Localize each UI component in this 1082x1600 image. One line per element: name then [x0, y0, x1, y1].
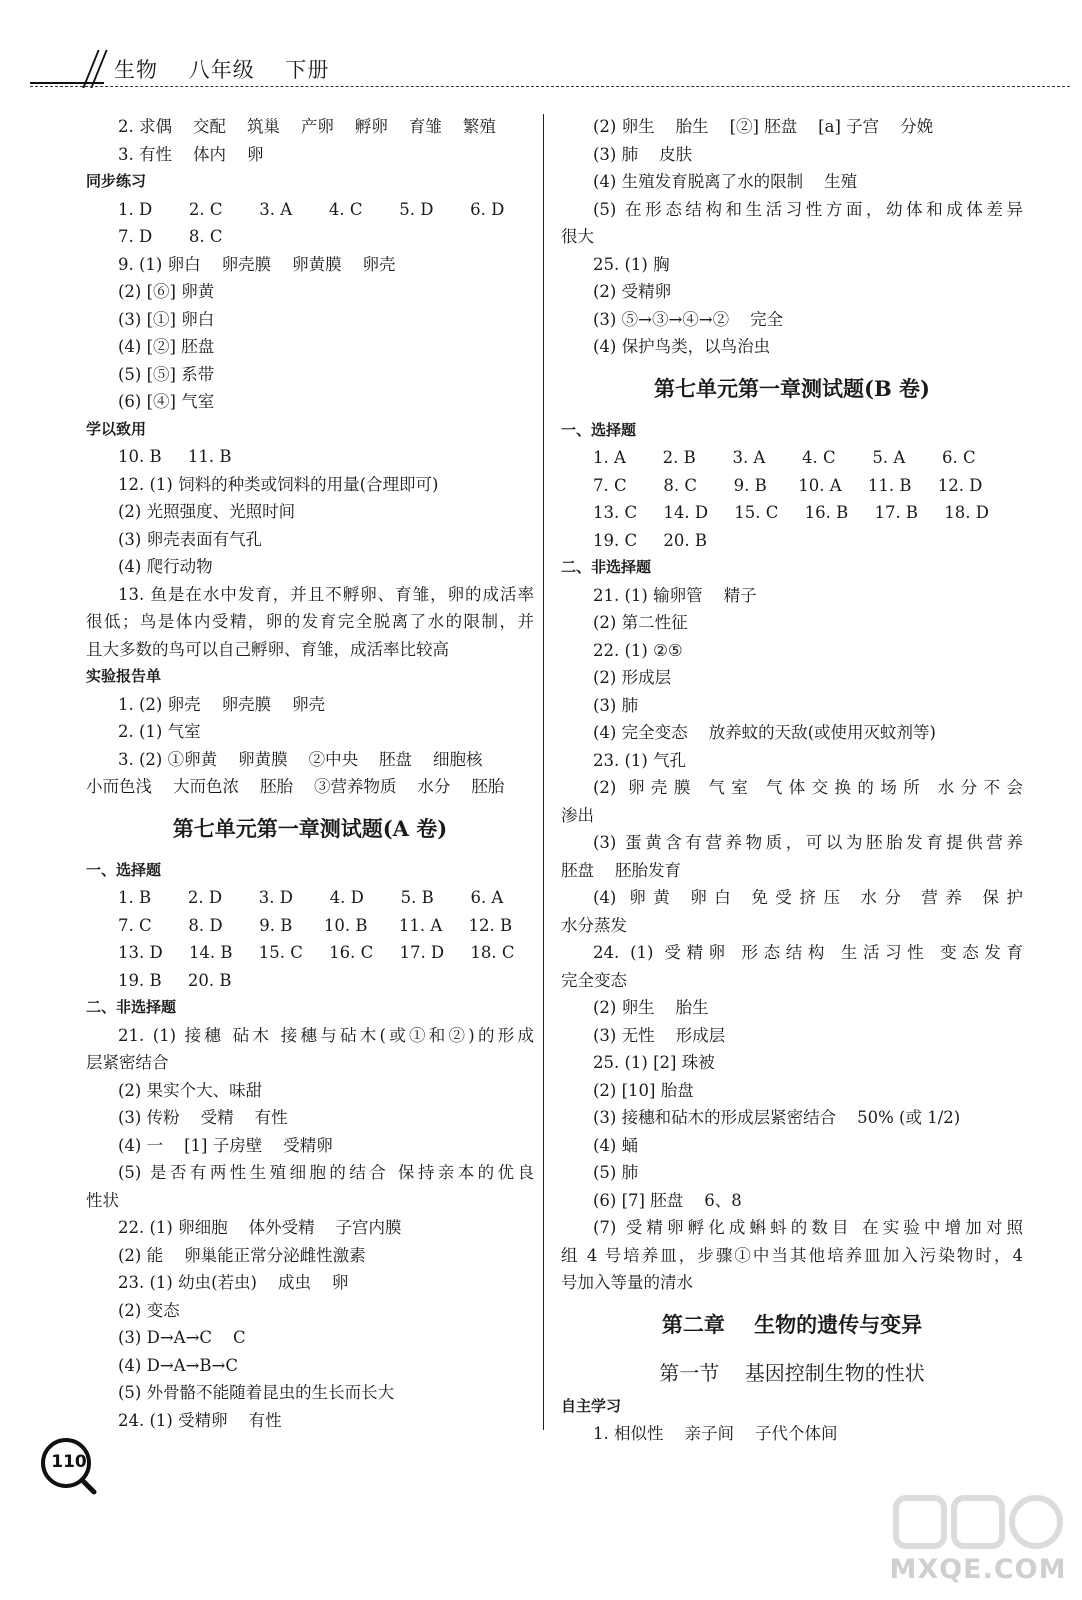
answer-line: 2. (1) 气室: [118, 722, 201, 741]
answer-line: (4) 爬行动物: [118, 557, 213, 576]
watermark: [888, 1488, 1068, 1594]
section-label: 实验报告单: [86, 667, 162, 685]
section-label: 学以致用: [86, 419, 147, 438]
header-title: 生物 八年级 下册: [114, 58, 330, 82]
answer-line: (2) 能 卵巢能正常分泌雌性激素: [118, 1245, 366, 1265]
answer-line: (2) 卵生 胎生: [593, 998, 709, 1017]
answer-line: 22. (1) ②⑤: [593, 640, 683, 660]
answer-line: 7. D 8. C: [118, 227, 223, 246]
answer-line: 7. C 8. D 9. B 10. B 11. A 12. B: [118, 915, 513, 935]
answer-line: (3) 传粉 受精 有性: [118, 1108, 288, 1127]
header-rule: [30, 86, 1070, 87]
answer-line: 1. D 2. C 3. A 4. C 5. D 6. D: [118, 199, 505, 219]
answer-line: (2) [10] 胎盘: [593, 1080, 694, 1100]
answer-line: (3) ⑤→③→④→② 完全: [593, 309, 784, 329]
answer-line: (7) 受精卵孵化成蝌蚪的数目 在实验中增加对照: [593, 1218, 1023, 1237]
answer-line: 7. C 8. C 9. B 10. A 11. B 12. D: [593, 475, 983, 495]
answer-line: 且大多数的鸟可以自己孵卵、育雏，成活率比较高: [86, 639, 449, 659]
answer-line: 胚盘 胚胎发育: [561, 860, 681, 880]
answer-line: 13. 鱼是在水中发育，并且不孵卵、育雏，卵的成活率: [118, 584, 534, 604]
answer-line: (3) 接穗和砧木的形成层紧密结合 50% (或 1/2): [593, 1108, 961, 1127]
answer-line: (2) 果实个大、味甜: [118, 1080, 263, 1100]
answer-line: 1. 相似性 亲子间 子代个体间: [593, 1424, 838, 1443]
right-column: [561, 113, 1023, 1448]
answer-line: (3) 无性 形成层: [593, 1025, 726, 1045]
answer-line: 很低；鸟是体内受精，卵的发育完全脱离了水的限制，并: [86, 612, 534, 631]
answer-line: 水分蒸发: [561, 915, 627, 935]
section-title: 第一节 基因控制生物的性状: [659, 1360, 925, 1385]
page-header: [30, 48, 1070, 98]
answer-line: 22. (1) 卵细胞 体外受精 子宫内膜: [118, 1218, 402, 1237]
answer-line: (3) 卵壳表面有气孔: [118, 529, 263, 549]
page-number: 110: [51, 1452, 87, 1472]
answer-line: (6) [7] 胚盘 6、8: [593, 1190, 742, 1210]
answer-line: (2) 卵壳膜 气室 气体交换的场所 水分不会: [593, 778, 1023, 797]
answer-line: 21. (1) 输卵管 精子: [593, 585, 757, 605]
answer-line: (3) 肺: [593, 695, 639, 715]
section-label: 一、选择题: [86, 860, 162, 879]
answer-line: (4) D→A→B→C: [118, 1355, 238, 1375]
watermark-url: MXQE.COM: [889, 1554, 1067, 1585]
answer-line: (2) 变态: [118, 1300, 180, 1320]
answer-line: 24. (1) 受精卵 有性: [118, 1410, 282, 1430]
answer-line: (5) 是否有两性生殖细胞的结合 保持亲本的优良: [118, 1163, 534, 1182]
answer-line: 19. C 20. B: [593, 530, 707, 550]
answer-line: 25. (1) [2] 珠被: [593, 1053, 715, 1072]
watermark-logo-icon: [888, 1488, 1068, 1558]
section-label: 一、选择题: [561, 420, 637, 439]
section-label: 二、非选择题: [86, 998, 177, 1016]
test-title: 第七单元第一章测试题(A 卷): [172, 815, 448, 841]
answer-line: (3) 肺 皮肤: [593, 144, 693, 164]
answer-line: (5) 肺: [593, 1163, 639, 1182]
answer-line: (2) 形成层: [593, 668, 672, 687]
answer-line: 12. (1) 饲料的种类或饲料的用量(合理即可): [118, 474, 439, 494]
answer-line: 层紧密结合: [86, 1053, 169, 1072]
answer-line: 10. B 11. B: [118, 447, 232, 466]
answer-line: 1. B 2. D 3. D 4. D 5. B 6. A: [118, 888, 504, 907]
answer-line: 1. (2) 卵壳 卵壳膜 卵壳: [118, 694, 326, 714]
answer-line: 很大: [561, 227, 594, 246]
answer-line: 性状: [86, 1190, 119, 1210]
test-title: 第七单元第一章测试题(B 卷): [654, 375, 930, 401]
answer-line: 24. (1) 受精卵 形态结构 生活习性 变态发育: [593, 943, 1023, 962]
answer-line: 25. (1) 胸: [593, 254, 670, 274]
test-title: 第二章 生物的遗传与变异: [661, 1311, 923, 1337]
section-label: 自主学习: [561, 1396, 622, 1415]
answer-line: (4) [②] 胚盘: [118, 337, 215, 356]
answer-line: (4) 生殖发育脱离了水的限制 生殖: [593, 172, 858, 191]
answer-line: 3. 有性 体内 卵: [118, 144, 264, 164]
answer-line: (5) 外骨骼不能随着昆虫的生长而长大: [118, 1383, 395, 1402]
answer-line: 小而色浅 大而色浓 胚胎 ③营养物质 水分 胚胎: [86, 777, 505, 796]
answer-line: (4) 卵黄 卵白 免受挤压 水分 营养 保护: [593, 888, 1023, 907]
answer-line: (3) [①] 卵白: [118, 309, 215, 329]
answer-line: (5) 在形态结构和生活习性方面，幼体和成体差异: [593, 199, 1023, 219]
page-number-badge: [38, 1434, 100, 1496]
answer-line: (2) [⑥] 卵黄: [118, 282, 215, 301]
answer-line: (2) 光照强度、光照时间: [118, 502, 296, 521]
answer-line: (5) [⑤] 系带: [118, 364, 215, 384]
column-divider: [543, 114, 544, 1430]
answer-line: (4) 蛹: [593, 1135, 639, 1155]
section-label: 二、非选择题: [561, 558, 652, 576]
answer-line: 19. B 20. B: [118, 970, 232, 990]
answer-line: (2) 第二性征: [593, 613, 688, 632]
answer-line: (4) 保护鸟类，以鸟治虫: [593, 337, 771, 356]
answer-line: 13. D 14. B 15. C 16. C 17. D 18. C: [118, 943, 515, 962]
answer-line: (3) D→A→C C: [118, 1328, 246, 1347]
answer-line: 23. (1) 气孔: [593, 750, 687, 770]
answer-line: 组 4 号培养皿，步骤①中当其他培养皿加入污染物时，4: [561, 1245, 1023, 1265]
answer-line: (4) 一 [1] 子房壁 受精卵: [118, 1135, 333, 1155]
answer-line: 23. (1) 幼虫(若虫) 成虫 卵: [118, 1273, 349, 1292]
answer-line: 3. (2) ①卵黄 卵黄膜 ②中央 胚盘 细胞核: [118, 749, 483, 769]
left-column: [86, 113, 534, 1434]
answer-line: (2) 受精卵: [593, 282, 672, 301]
answer-line: 渗出: [561, 805, 594, 825]
answer-line: 13. C 14. D 15. C 16. B 17. B 18. D: [593, 503, 989, 522]
answer-line: 1. A 2. B 3. A 4. C 5. A 6. C: [593, 448, 976, 467]
answer-line: 2. 求偶 交配 筑巢 产卵 孵卵 育雏 繁殖: [118, 117, 496, 136]
answer-line: (4) 完全变态 放养蚊的天敌(或使用灭蚊剂等): [593, 723, 936, 742]
section-label: 同步练习: [86, 172, 147, 190]
answer-line: (3) 蛋黄含有营养物质，可以为胚胎发育提供营养: [593, 833, 1023, 852]
answer-line: 完全变态: [561, 970, 627, 990]
answer-line: (6) [④] 气室: [118, 392, 215, 411]
answer-line: 号加入等量的清水: [561, 1273, 693, 1292]
answer-line: 9. (1) 卵白 卵壳膜 卵黄膜 卵壳: [118, 254, 396, 274]
answer-line: 21. (1) 接穗 砧木 接穗与砧木(或①和②)的形成: [118, 1025, 534, 1045]
answer-line: (2) 卵生 胎生 [②] 胚盘 [a] 子宫 分娩: [593, 117, 934, 136]
